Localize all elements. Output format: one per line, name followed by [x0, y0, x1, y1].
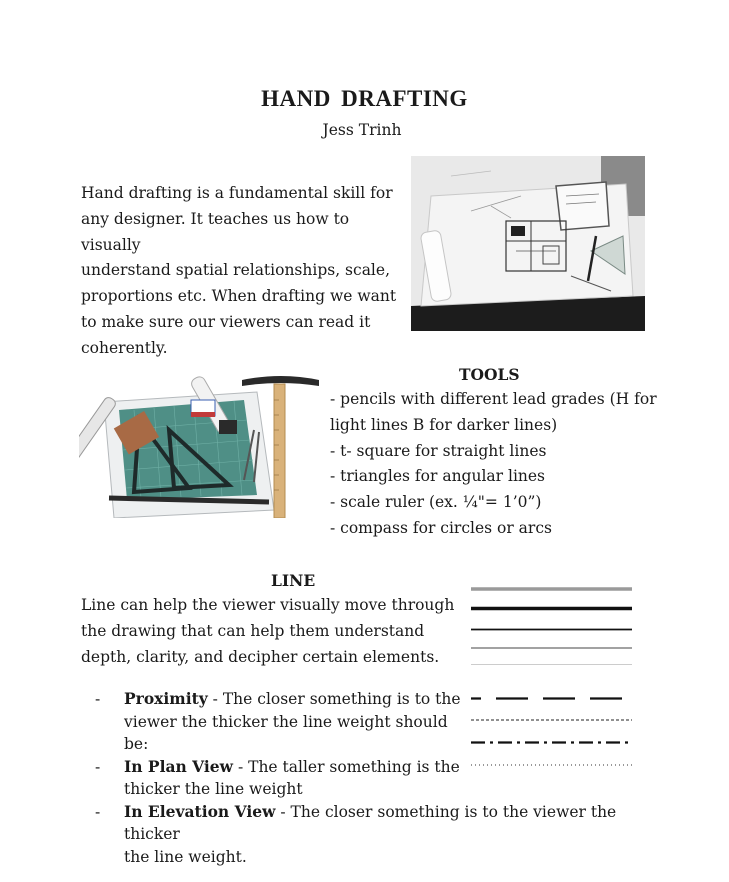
tools-heading: TOOLS — [459, 365, 520, 384]
intro-line: Hand drafting is a fundamental skill for — [81, 184, 393, 202]
line-bullet-list — [95, 688, 655, 868]
tools-list — [330, 387, 657, 542]
intro-line: any designer. It teaches us how to visually — [81, 209, 350, 254]
bullet-term: Proximity — [124, 689, 208, 708]
intro-line: understand spatial relationships, scale, — [81, 261, 390, 280]
bullet-text: - The closer something is to the viewer the thicker — [124, 802, 617, 843]
tools-list-item: - scale ruler (ex. ¼"= 1’0”) — [330, 493, 542, 512]
tools-list-item: - compass for circles or arcs — [330, 518, 552, 537]
drafting-tools-photo — [79, 370, 324, 518]
tools-list-item: - pencils with different lead grades (H for — [330, 390, 657, 408]
bullet-marker: - — [95, 690, 101, 708]
bullet-proximity — [95, 688, 655, 756]
bullet-text: - The taller something is the — [233, 757, 460, 776]
drafting-table-photo — [411, 156, 645, 331]
bullet-text: - The closer something is to the — [207, 690, 461, 708]
bullet-text: be: — [124, 735, 149, 753]
bullet-marker: - — [95, 802, 101, 821]
bullet-text: thicker the line weight — [124, 780, 303, 798]
tools-list-item: light lines B for darker lines) — [330, 415, 558, 434]
line-description — [81, 593, 461, 670]
line-description-line: Line can help the viewer visually move through — [81, 596, 455, 614]
intro-line: coherently. — [81, 338, 168, 357]
author-name: Jess Trinh — [322, 121, 402, 139]
intro-paragraph — [81, 181, 406, 362]
line-description-line: depth, clarity, and decipher certain elements. — [81, 647, 440, 666]
line-heading: LINE — [271, 571, 316, 590]
intro-line: proportions etc. When drafting we want — [81, 287, 397, 306]
bullet-text: viewer the thicker the line weight should — [124, 712, 448, 731]
bullet-text: the line weight. — [124, 847, 247, 866]
intro-line: to make sure our viewers can read it — [81, 312, 371, 331]
bullet-term: In Elevation View — [124, 801, 276, 821]
bullet-plan-view — [95, 756, 655, 801]
page-title: HAND DRAFTING — [261, 86, 468, 111]
line-description-line: the drawing that can help them understand — [81, 621, 425, 640]
tools-list-item: - t- square for straight lines — [330, 441, 547, 460]
bullet-term: In Plan View — [124, 756, 234, 776]
tools-list-item: - triangles for angular lines — [330, 467, 546, 486]
bullet-elevation-view — [95, 801, 655, 869]
bullet-marker: - — [95, 757, 101, 776]
